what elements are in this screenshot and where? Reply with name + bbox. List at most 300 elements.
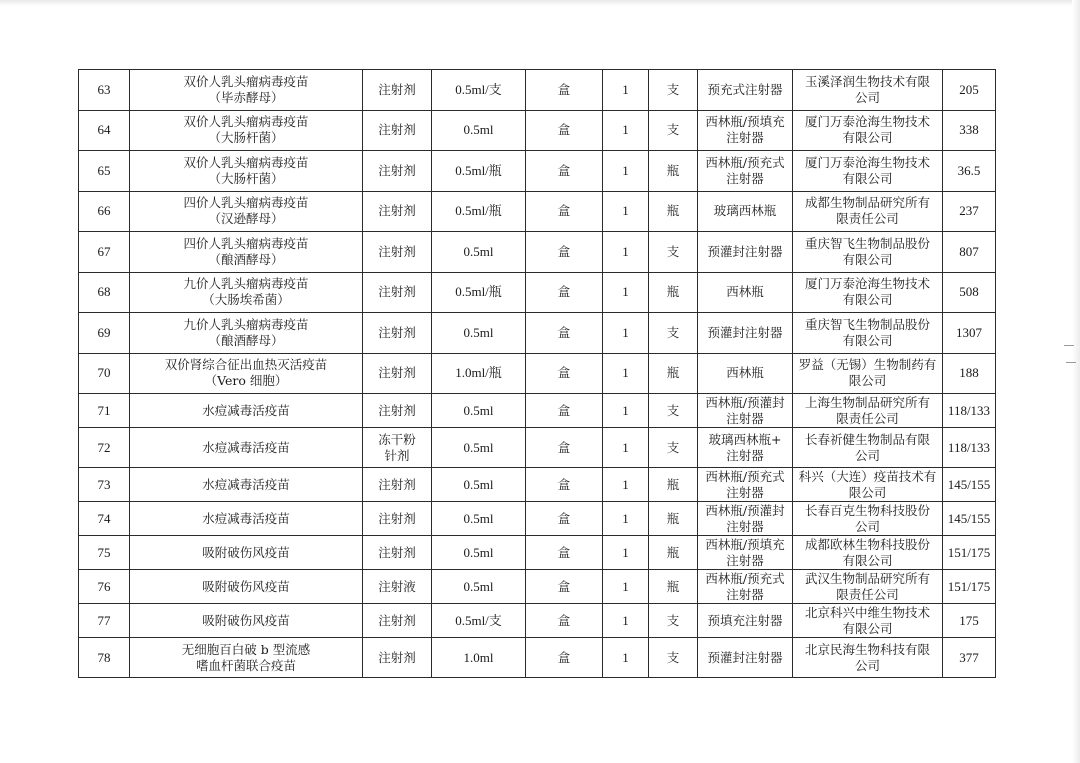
cell-price-text: 188 [959,365,979,381]
cell-dosage-form-line: 注射剂 [378,510,416,526]
cell-packaging-unit-text: 盒 [557,81,571,97]
cell-price-text: 118/133 [947,439,991,455]
cell-packaging-unit-text: 盒 [557,402,571,418]
cell-container [698,604,793,638]
cell-quantity [603,191,649,232]
cell-quantity-text: 1 [622,476,629,492]
cell-vaccine-name-line: 水痘减毒活疫苗 [202,439,290,455]
cell-min-unit [649,394,698,428]
cell-packaging-unit-text: 盒 [557,162,571,178]
cell-price [943,353,996,394]
cell-packaging-unit-text: 盒 [557,439,571,455]
cell-packaging-unit [526,604,603,638]
cell-specification [432,70,526,111]
cell-no [79,502,130,536]
cell-dosage-form [363,502,432,536]
cell-min-unit [649,191,698,232]
cell-dosage-form [363,70,432,111]
cell-min-unit-text: 瓶 [666,284,680,300]
cell-vaccine-name [130,536,363,570]
cell-vaccine-name-line: 吸附破伤风疫苗 [202,544,290,560]
cell-price [943,110,996,151]
cell-container [698,502,793,536]
cell-container-line: 西林瓶/预填充 [705,114,785,130]
cell-specification [432,428,526,468]
cell-vaccine-name-line: 九价人乳头瘤病毒疫苗 [183,316,309,332]
cell-min-unit-text: 支 [666,439,680,455]
cell-vaccine-name-line: 吸附破伤风疫苗 [202,578,290,594]
cell-packaging-unit [526,570,603,604]
cell-quantity-text: 1 [622,439,629,455]
cell-container-line: 注射器 [726,484,764,500]
cell-company-line: 有限公司 [842,292,893,308]
cell-container [698,232,793,273]
cell-dosage-form-line: 冻干粉 [378,431,416,447]
cell-min-unit [649,232,698,273]
table-row [79,151,996,192]
cell-quantity-text: 1 [622,122,629,138]
cell-vaccine-name-line: （大肠埃希菌） [202,292,290,308]
cell-company-line: 长春百克生物科技股份 [804,502,930,518]
cell-price [943,272,996,313]
cell-dosage-form [363,232,432,273]
cell-container-line: 预灌封注射器 [707,649,783,665]
table-body [79,70,996,678]
cell-packaging-unit-text: 盒 [557,122,571,138]
cell-no-text: 75 [97,544,111,560]
cell-vaccine-name [130,502,363,536]
cell-company-line: 有限公司 [842,251,893,267]
cell-specification-text: 0.5ml [463,544,494,560]
cell-vaccine-name [130,638,363,678]
cell-no-text: 70 [97,365,111,381]
cell-company-line: 武汉生物制品研究所有 [804,570,930,586]
cell-no [79,468,130,502]
cell-specification-text: 0.5ml [463,402,494,418]
cell-company-line: 公司 [854,657,880,673]
cell-vaccine-name [130,570,363,604]
cell-company [793,536,943,570]
cell-dosage-form-line: 针剂 [384,447,410,463]
cell-no-text: 64 [97,122,111,138]
cell-min-unit [649,604,698,638]
cell-no-text: 76 [97,578,111,594]
cell-company-line: 重庆智飞生物制品股份 [804,235,930,251]
cell-vaccine-name-line: 四价人乳头瘤病毒疫苗 [183,195,309,211]
cell-price-text: 807 [959,243,979,259]
cell-price [943,502,996,536]
cell-container-line: 注射器 [726,586,764,602]
cell-quantity [603,313,649,354]
cell-company-line: 厦门万泰沧海生物技术 [804,154,930,170]
cell-quantity [603,638,649,678]
cell-vaccine-name [130,353,363,394]
cell-min-unit [649,502,698,536]
cell-packaging-unit-text: 盒 [557,578,571,594]
table-row [79,70,996,111]
cell-quantity-text: 1 [622,510,629,526]
cell-quantity [603,70,649,111]
cell-vaccine-name [130,428,363,468]
cell-dosage-form-line: 注射剂 [378,284,416,300]
cell-specification-text: 0.5ml [463,243,494,259]
cell-container-line: 注射器 [726,447,764,463]
cell-min-unit-text: 支 [666,81,680,97]
cell-price [943,232,996,273]
cell-packaging-unit [526,502,603,536]
cell-packaging-unit [526,232,603,273]
cell-specification-text: 0.5ml/支 [455,81,502,97]
cell-company-line: 玉溪泽润生物技术有限 [804,73,930,89]
cell-company [793,353,943,394]
cell-vaccine-name-line: （Vero 细胞） [204,373,288,389]
cell-company [793,70,943,111]
table-row [79,191,996,232]
cell-specification-text: 0.5ml [463,578,494,594]
cell-min-unit-text: 支 [666,122,680,138]
cell-vaccine-name [130,272,363,313]
cell-quantity-text: 1 [622,81,629,97]
cell-min-unit [649,110,698,151]
cell-packaging-unit [526,536,603,570]
cell-specification [432,604,526,638]
cell-specification-text: 0.5ml/瓶 [455,162,502,178]
cell-vaccine-name [130,468,363,502]
cell-container-line: 西林瓶/预充式 [705,570,785,586]
cell-vaccine-name-line: 水痘减毒活疫苗 [202,402,290,418]
cell-container [698,394,793,428]
cell-container [698,151,793,192]
cell-company-line: 厦门万泰沧海生物技术 [804,276,930,292]
vaccine-price-table [78,69,996,678]
cell-no-text: 63 [97,81,111,97]
cell-company-line: 限责任公司 [836,211,899,227]
cell-company [793,502,943,536]
cell-price [943,536,996,570]
cell-packaging-unit-text: 盒 [557,324,571,340]
cell-company-line: 公司 [854,518,880,534]
cell-company-line: 北京科兴中维生物技术 [804,604,930,620]
cell-min-unit [649,428,698,468]
cell-vaccine-name-line: （酿酒酵母） [208,332,284,348]
cell-dosage-form [363,468,432,502]
cell-dosage-form [363,110,432,151]
cell-min-unit-text: 支 [666,402,680,418]
cell-packaging-unit [526,313,603,354]
cell-price-text: 377 [959,649,979,665]
cell-company-line: 有限公司 [842,620,893,636]
cell-dosage-form-line: 注射剂 [378,544,416,560]
cell-container-line: 注射器 [726,552,764,568]
cell-container-line: 预灌封注射器 [707,243,783,259]
cell-dosage-form [363,313,432,354]
cell-container-line: 预填充注射器 [707,612,783,628]
cell-price-text: 338 [959,122,979,138]
cell-specification-text: 0.5ml [463,122,494,138]
cell-company [793,394,943,428]
cell-company-line: 成都欧林生物科技股份 [804,536,930,552]
cell-dosage-form [363,570,432,604]
cell-dosage-form-line: 注射剂 [378,476,416,492]
cell-price [943,638,996,678]
cell-quantity-text: 1 [622,402,629,418]
cell-quantity [603,394,649,428]
cell-min-unit-text: 支 [666,649,680,665]
cell-quantity-text: 1 [622,544,629,560]
cell-dosage-form-line: 注射剂 [378,162,416,178]
cell-packaging-unit [526,353,603,394]
page-edge-shadow [0,0,1080,6]
cell-company-line: 科兴（大连）疫苗技术有 [798,468,937,484]
table-row [79,394,996,428]
cell-container-line: 西林瓶/预充式 [705,468,785,484]
cell-vaccine-name [130,70,363,111]
cell-company-line: 长春祈健生物制品有限 [804,431,930,447]
cell-dosage-form-line: 注射剂 [378,612,416,628]
cell-vaccine-name-line: 无细胞百白破 b 型流感 [181,641,311,657]
cell-min-unit [649,272,698,313]
scan-mark [1066,362,1076,363]
cell-company [793,151,943,192]
cell-no [79,272,130,313]
cell-vaccine-name-line: （大肠杆菌） [208,170,284,186]
cell-dosage-form [363,428,432,468]
cell-packaging-unit [526,468,603,502]
cell-dosage-form-line: 注射剂 [378,402,416,418]
cell-specification-text: 0.5ml/支 [455,612,502,628]
cell-company-line: 厦门万泰沧海生物技术 [804,114,930,130]
cell-quantity [603,604,649,638]
cell-container [698,638,793,678]
cell-price [943,313,996,354]
cell-packaging-unit [526,70,603,111]
cell-company-line: 限责任公司 [836,410,899,426]
cell-container-line: 西林瓶/预填充 [705,536,785,552]
cell-no-text: 65 [97,162,111,178]
cell-no [79,353,130,394]
cell-no [79,70,130,111]
table-row [79,272,996,313]
cell-company [793,272,943,313]
cell-price [943,570,996,604]
cell-price-text: 145/155 [947,476,991,492]
cell-packaging-unit-text: 盒 [557,203,571,219]
cell-quantity-text: 1 [622,284,629,300]
cell-quantity [603,502,649,536]
cell-specification [432,570,526,604]
cell-packaging-unit-text: 盒 [557,476,571,492]
table-row [79,353,996,394]
cell-no-text: 68 [97,284,111,300]
cell-vaccine-name-line: 九价人乳头瘤病毒疫苗 [183,276,309,292]
cell-packaging-unit-text: 盒 [557,243,571,259]
cell-quantity [603,468,649,502]
cell-quantity [603,536,649,570]
cell-company-line: 限公司 [848,484,887,500]
cell-container [698,570,793,604]
cell-no-text: 71 [97,402,111,418]
cell-vaccine-name-line: 双价人乳头瘤病毒疫苗 [183,73,309,89]
cell-packaging-unit-text: 盒 [557,365,571,381]
cell-specification [432,110,526,151]
cell-min-unit-text: 支 [666,612,680,628]
cell-company-line: 罗益（无锡）生物制药有 [798,357,937,373]
cell-vaccine-name-line: 四价人乳头瘤病毒疫苗 [183,235,309,251]
cell-specification-text: 0.5ml/瓶 [455,284,502,300]
cell-price-text: 1307 [956,324,982,340]
cell-quantity-text: 1 [622,162,629,178]
cell-price-text: 151/175 [947,578,991,594]
table-row [79,604,996,638]
cell-company-line: 上海生物制品研究所有 [804,394,930,410]
cell-specification-text: 0.5ml [463,476,494,492]
cell-vaccine-name-line: （毕赤酵母） [208,89,284,105]
cell-container-line: 注射器 [726,410,764,426]
cell-company [793,313,943,354]
cell-price-text: 151/175 [947,544,991,560]
cell-quantity [603,428,649,468]
cell-min-unit-text: 瓶 [666,544,680,560]
cell-company [793,428,943,468]
cell-dosage-form-line: 注射剂 [378,324,416,340]
cell-dosage-form [363,536,432,570]
cell-container-line: 西林瓶 [726,284,764,300]
cell-company-line: 北京民海生物科技有限 [804,641,930,657]
cell-company-line: 限公司 [848,373,887,389]
cell-no-text: 67 [97,243,111,259]
cell-specification [432,232,526,273]
cell-container [698,536,793,570]
cell-price [943,428,996,468]
cell-no [79,151,130,192]
cell-container [698,70,793,111]
cell-price-text: 145/155 [947,510,991,526]
cell-price [943,70,996,111]
cell-container [698,191,793,232]
cell-packaging-unit [526,272,603,313]
cell-quantity [603,353,649,394]
cell-no-text: 73 [97,476,111,492]
cell-no [79,536,130,570]
cell-container [698,110,793,151]
cell-packaging-unit-text: 盒 [557,544,571,560]
cell-container-line: 西林瓶/预充式 [705,154,785,170]
cell-vaccine-name-line: （酿酒酵母） [208,251,284,267]
cell-vaccine-name [130,394,363,428]
cell-quantity-text: 1 [622,324,629,340]
cell-no [79,232,130,273]
cell-vaccine-name-line: 双价肾综合征出血热灭活疫苗 [164,357,328,373]
cell-min-unit [649,638,698,678]
cell-vaccine-name-line: 水痘减毒活疫苗 [202,510,290,526]
cell-min-unit [649,313,698,354]
cell-company [793,232,943,273]
cell-company-line: 限责任公司 [836,586,899,602]
cell-container-line: 西林瓶/预灌封 [705,394,785,410]
cell-min-unit [649,468,698,502]
table-row [79,536,996,570]
cell-vaccine-name-line: （大肠杆菌） [208,130,284,146]
cell-company-line: 重庆智飞生物制品股份 [804,316,930,332]
cell-min-unit [649,70,698,111]
cell-specification [432,313,526,354]
cell-min-unit [649,151,698,192]
cell-packaging-unit-text: 盒 [557,510,571,526]
cell-vaccine-name-line: 嗜血杆菌联合疫苗 [195,657,296,673]
cell-specification [432,191,526,232]
cell-container [698,313,793,354]
cell-dosage-form [363,604,432,638]
table-row [79,468,996,502]
table-row [79,313,996,354]
cell-vaccine-name-line: 吸附破伤风疫苗 [202,612,290,628]
cell-no [79,638,130,678]
cell-price-text: 205 [959,81,979,97]
cell-container-line: 注射器 [726,518,764,534]
cell-container-line: 注射器 [726,130,764,146]
cell-min-unit-text: 瓶 [666,365,680,381]
cell-container [698,428,793,468]
page-edge-shadow-right [1072,0,1080,763]
cell-container-line: 玻璃西林瓶+ [708,431,782,447]
cell-specification [432,272,526,313]
table-row [79,570,996,604]
cell-container [698,353,793,394]
cell-vaccine-name [130,151,363,192]
cell-dosage-form-line: 注射剂 [378,243,416,259]
cell-no [79,428,130,468]
cell-dosage-form-line: 注射剂 [378,81,416,97]
cell-company-line: 有限公司 [842,552,893,568]
cell-price [943,468,996,502]
cell-packaging-unit [526,394,603,428]
cell-vaccine-name [130,191,363,232]
cell-vaccine-name-line: （汉逊酵母） [208,211,284,227]
cell-vaccine-name [130,232,363,273]
cell-no-text: 77 [97,612,111,628]
cell-no [79,604,130,638]
cell-vaccine-name [130,313,363,354]
cell-specification-text: 0.5ml [463,510,494,526]
cell-dosage-form-line: 注射剂 [378,365,416,381]
cell-no [79,313,130,354]
cell-specification-text: 0.5ml/瓶 [455,203,502,219]
cell-dosage-form-line: 注射剂 [378,203,416,219]
table-row [79,428,996,468]
cell-dosage-form-line: 注射液 [378,578,416,594]
cell-specification-text: 0.5ml [463,324,494,340]
cell-specification-text: 0.5ml [463,439,494,455]
cell-company [793,570,943,604]
cell-price-text: 175 [959,612,979,628]
cell-dosage-form [363,151,432,192]
cell-specification [432,638,526,678]
cell-quantity-text: 1 [622,649,629,665]
cell-dosage-form [363,638,432,678]
cell-packaging-unit-text: 盒 [557,612,571,628]
cell-quantity-text: 1 [622,612,629,628]
cell-quantity-text: 1 [622,203,629,219]
cell-dosage-form-line: 注射剂 [378,649,416,665]
cell-dosage-form [363,272,432,313]
cell-min-unit-text: 瓶 [666,203,680,219]
cell-min-unit-text: 支 [666,243,680,259]
cell-no-text: 66 [97,203,111,219]
cell-price-text: 118/133 [947,402,991,418]
cell-specification [432,353,526,394]
cell-price-text: 508 [959,284,979,300]
cell-packaging-unit [526,191,603,232]
